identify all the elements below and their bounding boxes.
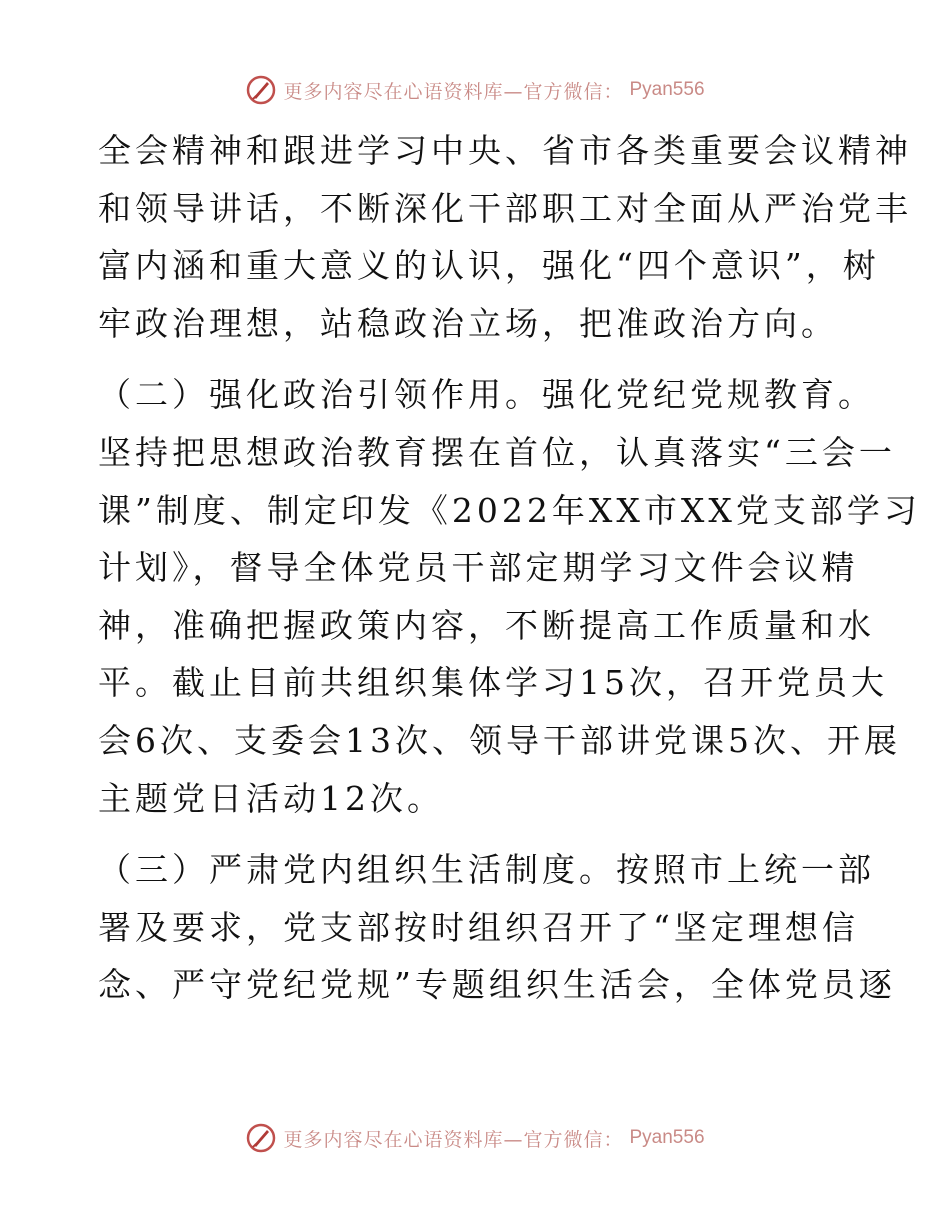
section-heading-line: （二）强化政治引领作用。强化党纪党规教育。 bbox=[98, 375, 875, 415]
watermark-text: 更多内容尽在心语资料库—官方微信： bbox=[283, 80, 624, 103]
paragraph bbox=[98, 366, 921, 827]
footer-watermark bbox=[0, 1120, 950, 1156]
text-line: 坚持把思想政治教育摆在首位，认真落实“三会一 bbox=[98, 432, 896, 472]
text-line: 全会精神和跟进学习中央、省市各类重要会议精神 bbox=[98, 131, 912, 170]
text-line: 念、严守党纪党规”专题组织生活会，全体党员逐 bbox=[98, 965, 896, 1005]
section-heading-line: （三）严肃党内组织生活制度。按照市上统一部 bbox=[98, 850, 875, 890]
paragraph bbox=[98, 841, 896, 1014]
watermark-wechat-id: Pyan556 bbox=[629, 1127, 705, 1148]
watermark-wechat-id: Pyan556 bbox=[629, 79, 705, 100]
text-line: 平。截止目前共组织集体学习15次，召开党员大 bbox=[98, 663, 888, 703]
header-watermark bbox=[0, 72, 950, 108]
watermark-text: 更多内容尽在心语资料库—官方微信： bbox=[283, 1128, 624, 1151]
paragraph bbox=[98, 122, 912, 352]
text-line: 计划》，督导全体党员干部定期学习文件会议精 bbox=[98, 548, 859, 588]
text-line: 牢政治理想，站稳政治立场，把准政治方向。 bbox=[98, 303, 838, 343]
quill-logo-icon bbox=[245, 1122, 277, 1154]
text-line: 富内涵和重大意义的认识，强化“四个意识”，树 bbox=[98, 246, 880, 286]
text-line: 主题党日活动12次。 bbox=[98, 778, 444, 818]
text-line: 署及要求，党支部按时组织召开了“坚定理想信 bbox=[98, 907, 859, 947]
text-line: 会6次、支委会13次、领导干部讲党课5次、开展 bbox=[98, 720, 901, 760]
text-line: 课”制度、制定印发《2022年XX市XX党支部学习 bbox=[98, 490, 921, 530]
text-line: 神，准确把握政策内容，不断提高工作质量和水 bbox=[98, 605, 875, 645]
quill-logo-icon bbox=[245, 74, 277, 106]
text-line: 和领导讲话，不断深化干部职工对全面从严治党丰 bbox=[98, 188, 912, 228]
document-body bbox=[98, 122, 921, 1014]
